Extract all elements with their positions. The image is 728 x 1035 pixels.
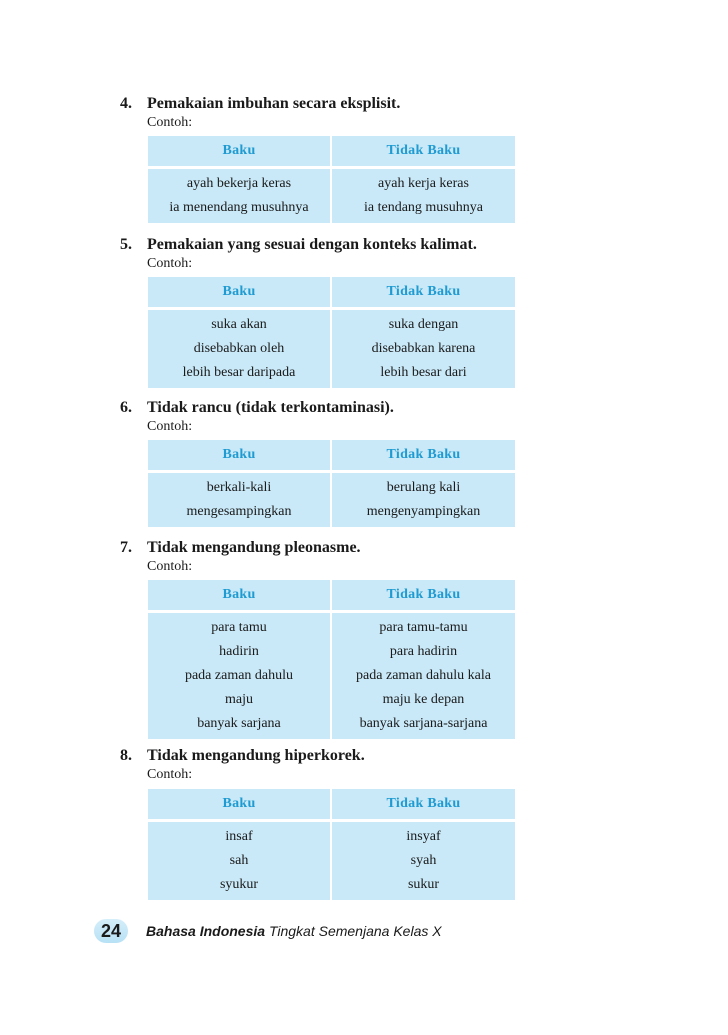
example-table-5	[148, 277, 515, 388]
section-title: Tidak mengandung pleonasme.	[147, 539, 361, 556]
tidak-baku-item: insyaf	[406, 829, 441, 844]
footer-text	[146, 923, 442, 939]
contoh-label: Contoh:	[147, 419, 193, 434]
tidak-baku-item: syah	[410, 853, 437, 868]
section-5	[120, 235, 520, 273]
section-title: Pemakaian imbuhan secara eksplisit.	[147, 95, 401, 112]
section-heading	[120, 746, 520, 766]
baku-item: sah	[229, 853, 249, 868]
section-7	[120, 538, 520, 576]
tidak-baku-item: maju ke depan	[382, 692, 465, 707]
section-number: 6.	[120, 399, 132, 416]
header-baku: Baku	[148, 580, 330, 610]
baku-item: disebabkan oleh	[193, 341, 285, 356]
tidak-baku-item: ia tendang musuhnya	[364, 200, 483, 215]
book-title: Bahasa Indonesia	[146, 923, 266, 939]
header-tidak-baku: Tidak Baku	[332, 789, 515, 819]
baku-item: ayah bekerja keras	[186, 176, 292, 191]
section-6	[120, 398, 520, 436]
table-body-row	[148, 613, 515, 739]
baku-item: ia menendang musuhnya	[169, 200, 309, 215]
section-number: 4.	[120, 95, 132, 112]
contoh-label: Contoh:	[147, 559, 193, 574]
baku-item: berkali-kali	[206, 480, 272, 495]
tidak-baku-item: banyak sarjana-sarjana	[359, 716, 488, 731]
section-number: 8.	[120, 747, 132, 764]
tidak-baku-column	[332, 169, 515, 223]
table-header-row	[148, 277, 515, 307]
baku-item: syukur	[219, 877, 259, 892]
baku-item: banyak sarjana	[197, 716, 281, 731]
header-tidak-baku: Tidak Baku	[332, 440, 515, 470]
section-title: Pemakaian yang sesuai dengan konteks kalimat.	[147, 236, 477, 253]
header-baku: Baku	[148, 789, 330, 819]
table-header-row	[148, 440, 515, 470]
table-body-row	[148, 822, 515, 900]
tidak-baku-item: para tamu-tamu	[379, 620, 468, 635]
tidak-baku-item: disebabkan karena	[371, 341, 476, 356]
section-number: 5.	[120, 236, 132, 253]
contoh-label: Contoh:	[147, 256, 193, 271]
baku-item: mengesampingkan	[186, 504, 292, 519]
baku-item: pada zaman dahulu	[184, 668, 294, 683]
page-footer	[94, 918, 514, 944]
example-table-8	[148, 789, 515, 900]
section-4	[120, 94, 520, 132]
header-baku: Baku	[148, 277, 330, 307]
tidak-baku-item: sukur	[407, 877, 440, 892]
section-title: Tidak rancu (tidak terkontaminasi).	[147, 399, 394, 416]
section-heading	[120, 235, 520, 255]
baku-item: hadirin	[219, 644, 259, 659]
contoh-label: Contoh:	[147, 767, 193, 782]
tidak-baku-column	[332, 822, 515, 900]
baku-item: maju	[225, 692, 253, 707]
section-heading	[120, 94, 520, 114]
tidak-baku-column	[332, 473, 515, 527]
baku-item: para tamu	[211, 620, 267, 635]
baku-column	[148, 169, 330, 223]
section-heading	[120, 398, 520, 418]
baku-item: lebih besar daripada	[182, 365, 296, 380]
table-body-row	[148, 169, 515, 223]
tidak-baku-item: suka dengan	[388, 317, 459, 332]
header-baku: Baku	[148, 440, 330, 470]
header-tidak-baku: Tidak Baku	[332, 277, 515, 307]
table-body-row	[148, 310, 515, 388]
baku-column	[148, 613, 330, 739]
tidak-baku-item: berulang kali	[386, 480, 461, 495]
table-header-row	[148, 580, 515, 610]
tidak-baku-item: para hadirin	[389, 644, 458, 659]
table-body-row	[148, 473, 515, 527]
tidak-baku-item: pada zaman dahulu kala	[356, 668, 491, 683]
contoh-label: Contoh:	[147, 115, 193, 130]
example-table-6	[148, 440, 515, 527]
tidak-baku-column	[332, 613, 515, 739]
book-subtitle: Tingkat Semenjana Kelas X	[268, 923, 442, 939]
tidak-baku-item: mengenyampingkan	[366, 504, 481, 519]
tidak-baku-item: lebih besar dari	[380, 365, 467, 380]
section-heading	[120, 538, 520, 558]
page-number-badge: 24	[94, 919, 128, 943]
baku-column	[148, 310, 330, 388]
table-header-row	[148, 789, 515, 819]
header-tidak-baku: Tidak Baku	[332, 136, 515, 166]
section-8	[120, 746, 520, 784]
header-tidak-baku: Tidak Baku	[332, 580, 515, 610]
example-table-7	[148, 580, 515, 739]
section-title: Tidak mengandung hiperkorek.	[147, 747, 365, 764]
header-baku: Baku	[148, 136, 330, 166]
table-header-row	[148, 136, 515, 166]
baku-item: insaf	[225, 829, 253, 844]
baku-column	[148, 473, 330, 527]
baku-item: suka akan	[211, 317, 267, 332]
baku-column	[148, 822, 330, 900]
tidak-baku-item: ayah kerja keras	[378, 176, 469, 191]
example-table-4	[148, 136, 515, 223]
section-number: 7.	[120, 539, 132, 556]
tidak-baku-column	[332, 310, 515, 388]
